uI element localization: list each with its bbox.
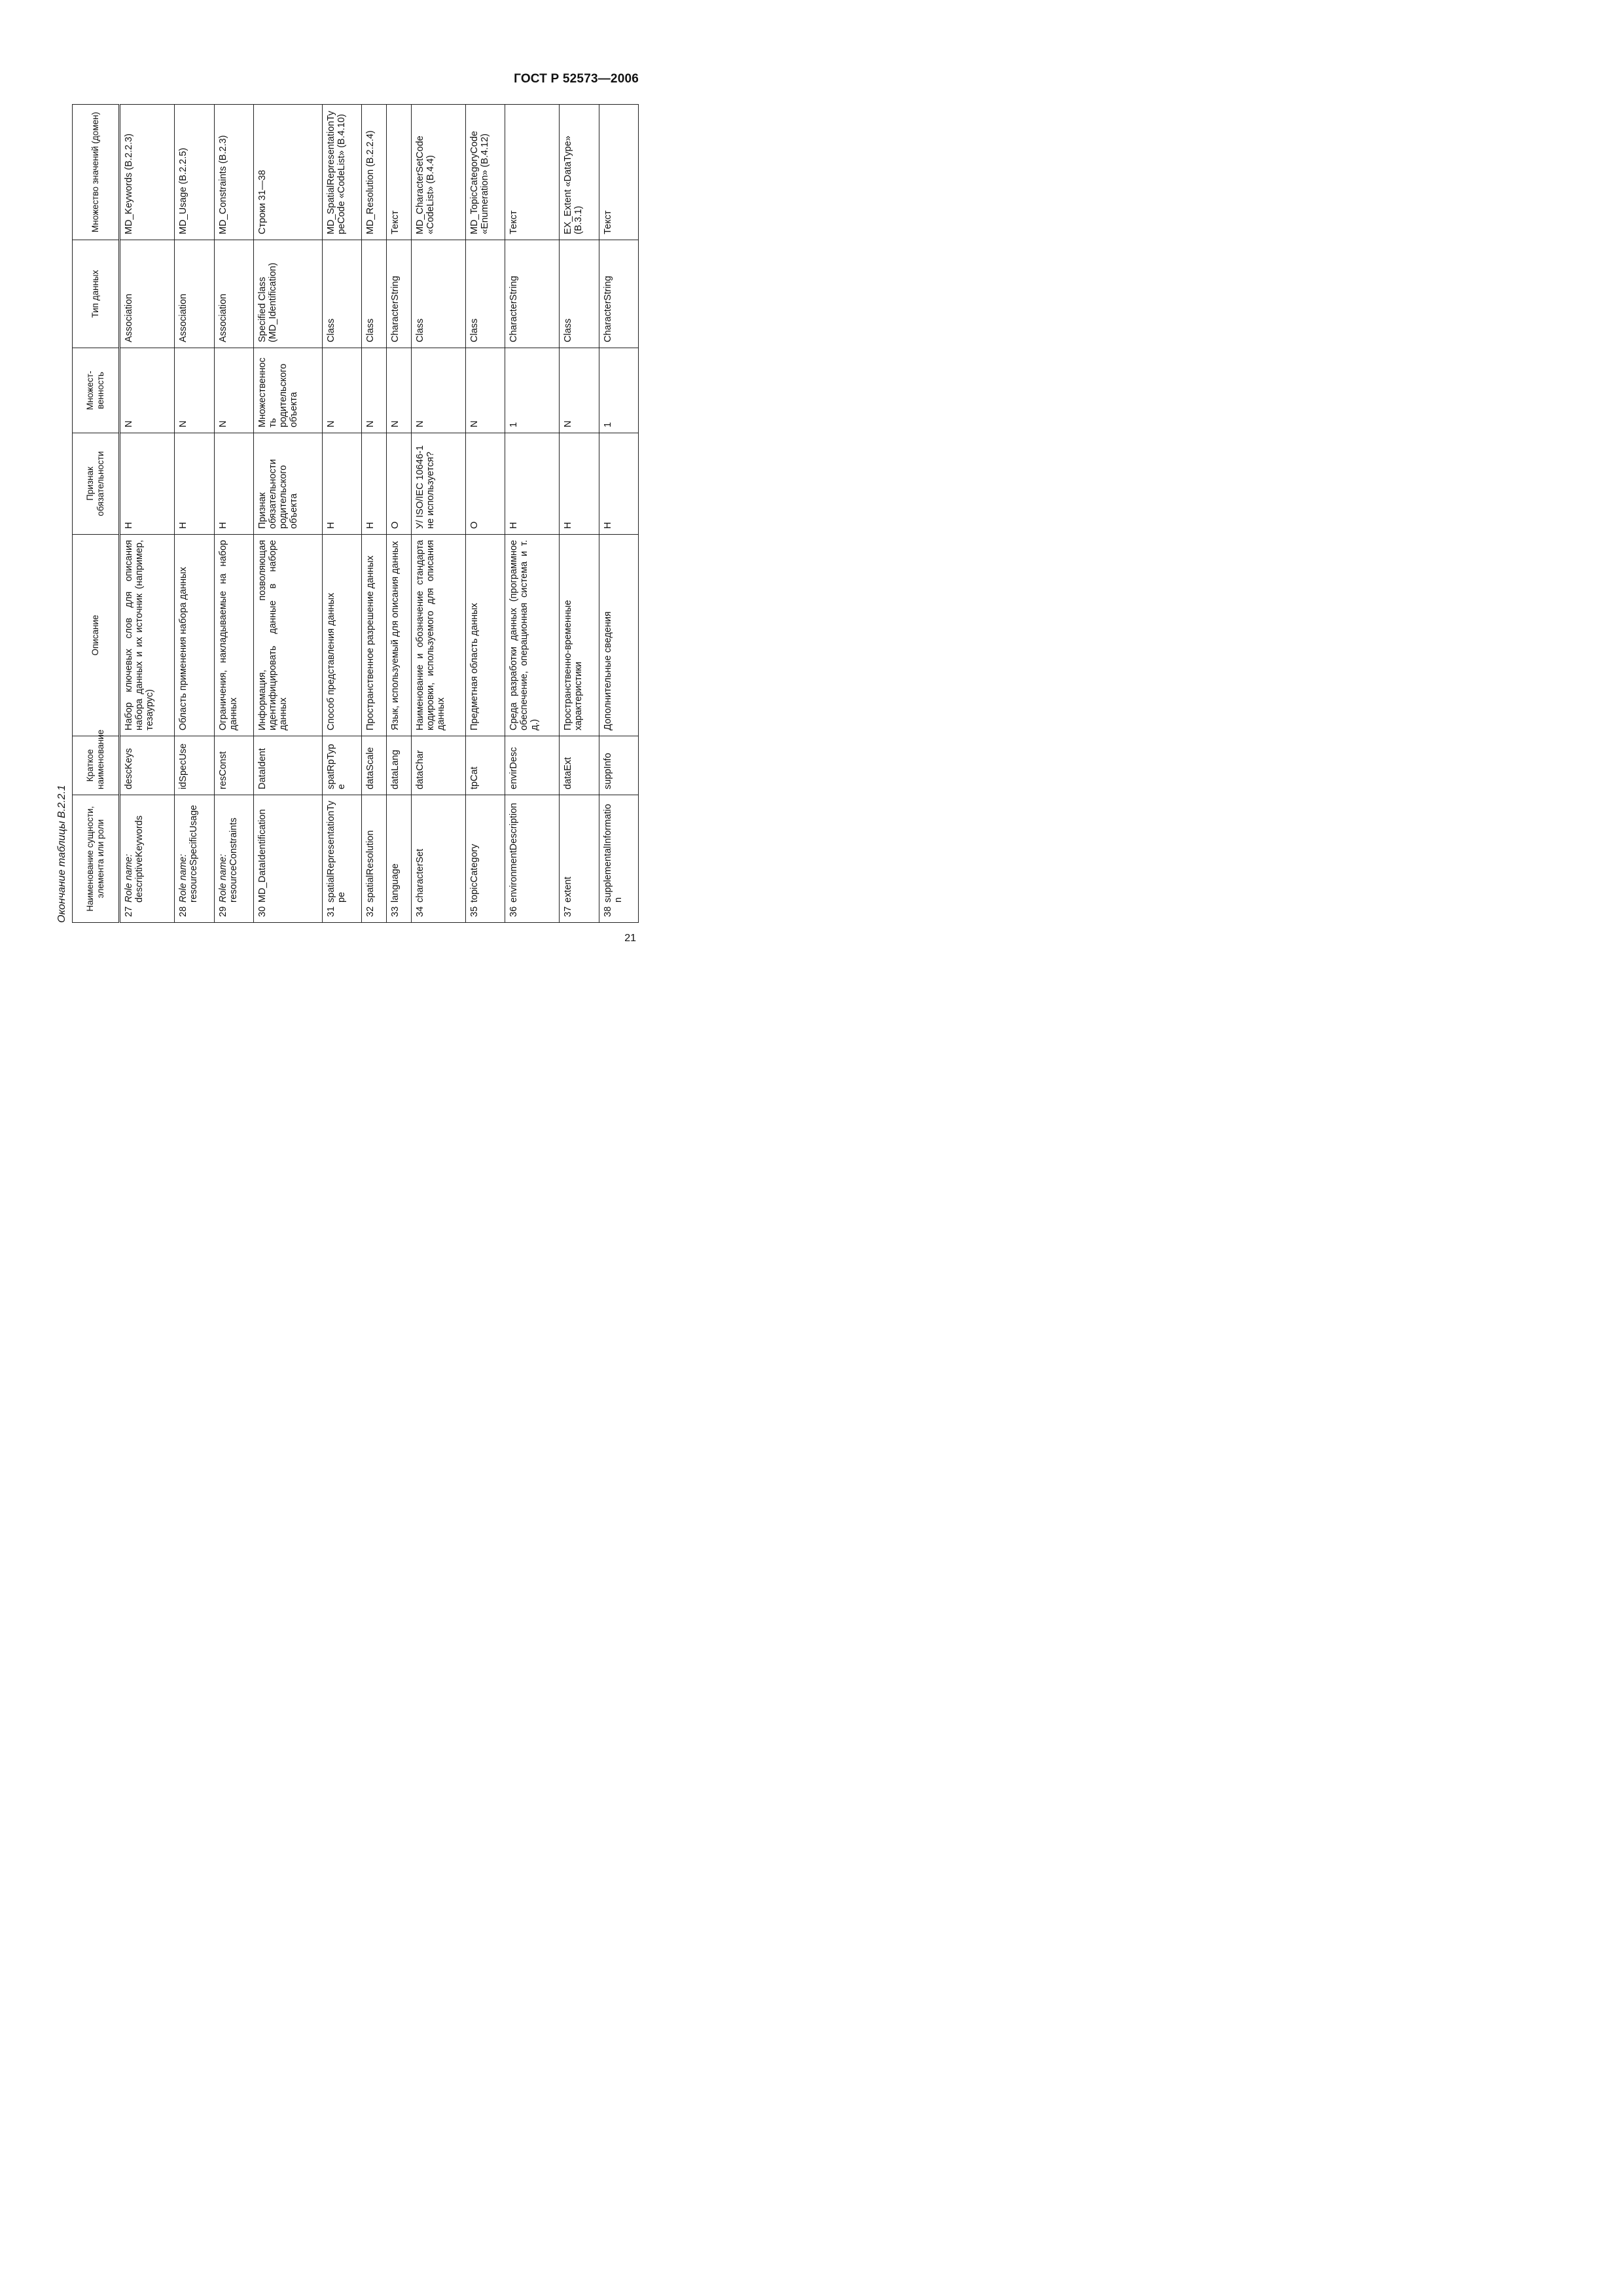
- entity-name: [124, 816, 145, 903]
- entity-name-cell: [466, 795, 505, 923]
- row-number: 37: [563, 906, 574, 917]
- table-row: [175, 105, 214, 923]
- data-type-cell: Class: [560, 240, 599, 348]
- description-cell: Дополнительные сведения: [599, 535, 638, 736]
- entity-name-text: characterSet: [415, 848, 426, 903]
- short-name-cell: dataLang: [387, 736, 412, 795]
- obligation-cell: Н: [599, 433, 638, 535]
- obligation-cell: Н: [362, 433, 387, 535]
- entity-name-cell: [323, 795, 362, 923]
- domain-cell: MD_TopicCategoryCode «Enumeration» (B.4.12): [466, 105, 505, 240]
- obligation-cell: Н: [120, 433, 175, 535]
- description-cell: Пространственное разрешение данных: [362, 535, 387, 736]
- data-type-cell: Class: [323, 240, 362, 348]
- domain-cell: Текст: [599, 105, 638, 240]
- entity-name-cell: [599, 795, 638, 923]
- row-number: 29: [217, 906, 228, 917]
- table-row: [412, 105, 466, 923]
- col-header-short-name: Краткое наименование: [73, 736, 120, 795]
- data-type-cell: CharacterString: [505, 240, 560, 348]
- obligation-cell: Н: [175, 433, 214, 535]
- entity-name-text: resourceConstraints: [228, 817, 239, 903]
- entity-name-text: spatialResolution: [365, 830, 376, 903]
- entity-name-cell: [505, 795, 560, 923]
- short-name-cell: tpCat: [466, 736, 505, 795]
- table-row: [599, 105, 638, 923]
- table-row: [387, 105, 412, 923]
- obligation-cell: Н: [560, 433, 599, 535]
- short-name-cell: envirDesc: [505, 736, 560, 795]
- description-cell: Предметная область данных: [466, 535, 505, 736]
- col-header-data-type: Тип данных: [73, 240, 120, 348]
- domain-cell: Строки 31—38: [253, 105, 322, 240]
- col-header-entity-name: Наименование сущности, элемента или роли: [73, 795, 120, 923]
- entity-name-cell: [362, 795, 387, 923]
- description-cell: Наименование и обозначение стандарта кодировки, используемого для описания данных: [412, 535, 466, 736]
- multiplicity-cell: N: [466, 348, 505, 433]
- entity-name: [390, 863, 401, 903]
- table-row: [560, 105, 599, 923]
- multiplicity-cell: N: [387, 348, 412, 433]
- entity-name-text: language: [390, 863, 401, 903]
- multiplicity-cell: N: [175, 348, 214, 433]
- table-row: [505, 105, 560, 923]
- data-type-cell: Association: [120, 240, 175, 348]
- entity-name: [178, 805, 199, 903]
- entity-name-cell: [560, 795, 599, 923]
- entity-name: [469, 844, 480, 903]
- entity-name-text: resourceSpecificUsage: [188, 804, 200, 903]
- description-cell: Ограничения, накладываемые на набор данных: [214, 535, 253, 736]
- domain-cell: MD_Usage (B.2.2.5): [175, 105, 214, 240]
- short-name-cell: dataScale: [362, 736, 387, 795]
- obligation-cell: У/ ISO/IEC 10646-1 не используется?: [412, 433, 466, 535]
- entity-name: [563, 877, 573, 903]
- standard-number: ГОСТ Р 52573—2006: [514, 72, 639, 86]
- data-type-cell: Class: [466, 240, 505, 348]
- data-type-cell: Class: [362, 240, 387, 348]
- data-type-cell: Specified Class (MD_Identification): [253, 240, 322, 348]
- row-number: 35: [469, 906, 480, 917]
- entity-name-text: supplementalInformation: [602, 804, 624, 903]
- multiplicity-cell: N: [560, 348, 599, 433]
- domain-cell: Текст: [387, 105, 412, 240]
- entity-name: [257, 809, 268, 903]
- row-number: 33: [390, 906, 401, 917]
- entity-name-cell: [387, 795, 412, 923]
- entity-name: [508, 803, 519, 903]
- col-header-domain: Множество значений (домен): [73, 105, 120, 240]
- data-type-cell: Class: [412, 240, 466, 348]
- entity-name: [218, 817, 239, 903]
- multiplicity-cell: Множественность родительского объекта: [253, 348, 322, 433]
- entity-name-cell: [412, 795, 466, 923]
- multiplicity-cell: N: [214, 348, 253, 433]
- row-number: 34: [415, 906, 426, 917]
- entity-name-cell: [214, 795, 253, 923]
- role-name-label: Role name:: [124, 853, 134, 903]
- domain-cell: MD_Resolution (B.2.2.4): [362, 105, 387, 240]
- description-cell: Способ представления данных: [323, 535, 362, 736]
- row-number: 32: [365, 906, 376, 917]
- entity-name-text: topicCategory: [469, 844, 480, 903]
- domain-cell: MD_CharacterSetCode «CodeList» (B.4.4): [412, 105, 466, 240]
- short-name-cell: suppInfo: [599, 736, 638, 795]
- entity-name-text: MD_DataIdentification: [257, 809, 268, 903]
- table-row: [253, 105, 322, 923]
- entity-name: [326, 800, 347, 903]
- obligation-cell: Признак обязательности родительского объекта: [253, 433, 322, 535]
- table-row: [362, 105, 387, 923]
- entity-name: [603, 800, 624, 903]
- multiplicity-cell: N: [120, 348, 175, 433]
- description-cell: Язык, используемый для описания данных: [387, 535, 412, 736]
- short-name-cell: dataChar: [412, 736, 466, 795]
- domain-cell: EX_Extent «DataType» (B.3.1): [560, 105, 599, 240]
- short-name-cell: idSpecUse: [175, 736, 214, 795]
- obligation-cell: О: [387, 433, 412, 535]
- short-name-cell: DataIdent: [253, 736, 322, 795]
- entity-name-text: environmentDescription: [508, 802, 520, 903]
- obligation-cell: Н: [323, 433, 362, 535]
- description-cell: Среда разработки данных (программное обеспечение, операционная система и т. д.): [505, 535, 560, 736]
- entity-name-cell: [120, 795, 175, 923]
- domain-cell: MD_SpatialRepresentationTypeCode «CodeList» (B.4.10): [323, 105, 362, 240]
- entity-name-text: descriptiveKeywords: [134, 816, 145, 903]
- metadata-table: [72, 104, 639, 923]
- entity-name-text: extent: [563, 876, 574, 903]
- row-number: 36: [508, 906, 520, 917]
- description-cell: Пространственно-временные характеристики: [560, 535, 599, 736]
- row-number: 38: [602, 906, 613, 917]
- role-name-label: Role name:: [217, 853, 228, 903]
- entity-name-text: spatialRepresentationType: [326, 800, 348, 903]
- table-row: [214, 105, 253, 923]
- col-header-description: Описание: [73, 535, 120, 736]
- multiplicity-cell: N: [412, 348, 466, 433]
- table-row: [323, 105, 362, 923]
- rotated-table-section: [56, 105, 638, 923]
- entity-name: [415, 849, 425, 903]
- data-type-cell: Association: [214, 240, 253, 348]
- col-header-obligation: Признак обязательности: [73, 433, 120, 535]
- obligation-cell: О: [466, 433, 505, 535]
- obligation-cell: Н: [214, 433, 253, 535]
- table-header-row: [73, 105, 120, 923]
- entity-name-cell: [253, 795, 322, 923]
- entity-name-cell: [175, 795, 214, 923]
- multiplicity-cell: N: [323, 348, 362, 433]
- obligation-cell: Н: [505, 433, 560, 535]
- row-number: 27: [124, 906, 134, 917]
- short-name-cell: resConst: [214, 736, 253, 795]
- data-type-cell: CharacterString: [387, 240, 412, 348]
- domain-cell: MD_Constraints (B.2.3): [214, 105, 253, 240]
- short-name-cell: dataExt: [560, 736, 599, 795]
- multiplicity-cell: 1: [505, 348, 560, 433]
- data-type-cell: CharacterString: [599, 240, 638, 348]
- short-name-cell: descKeys: [120, 736, 175, 795]
- row-number: 28: [178, 906, 189, 917]
- row-number: 31: [326, 906, 337, 917]
- page-number: 21: [624, 933, 636, 944]
- row-number: 30: [257, 906, 268, 917]
- multiplicity-cell: 1: [599, 348, 638, 433]
- table-row: [466, 105, 505, 923]
- multiplicity-cell: N: [362, 348, 387, 433]
- short-name-cell: spatRpType: [323, 736, 362, 795]
- data-type-cell: Association: [175, 240, 214, 348]
- table-row: [120, 105, 175, 923]
- description-cell: Набор ключевых слов для описания набора данных и их источник (например, тезаурус): [120, 535, 175, 736]
- entity-name: [365, 831, 376, 903]
- table-caption: Окончание таблицы B.2.2.1: [56, 785, 67, 923]
- domain-cell: Текст: [505, 105, 560, 240]
- col-header-multiplicity: Множест-венность: [73, 348, 120, 433]
- description-cell: Область применения набора данных: [175, 535, 214, 736]
- role-name-label: Role name:: [178, 853, 189, 903]
- description-cell: Информация, позволяющая идентифицировать данные в наборе данных: [253, 535, 322, 736]
- domain-cell: MD_Keywords (B.2.2.3): [120, 105, 175, 240]
